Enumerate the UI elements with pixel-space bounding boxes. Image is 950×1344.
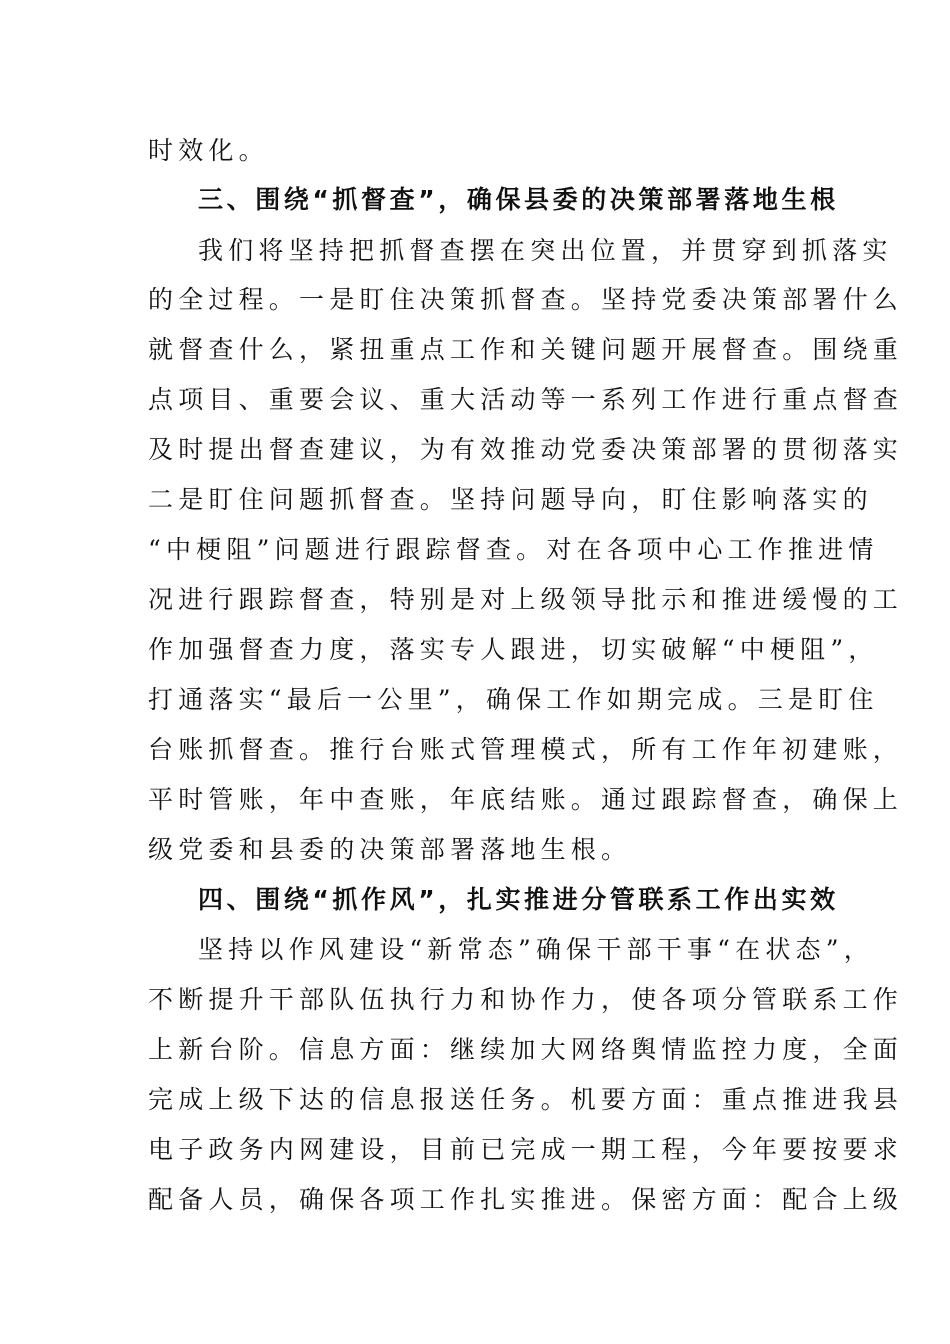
paragraph-line: 况进行跟踪督查，特别是对上级领导批示和推进缓慢的工	[148, 585, 904, 614]
paragraph-line: 电子政务内网建设，目前已完成一期工程，今年要按要求	[148, 1135, 904, 1164]
paragraph-line: 就督查什么，紧扭重点工作和关键问题开展督查。围绕重	[148, 335, 904, 364]
paragraph-line: 打通落实“最后一公里”，确保工作如期完成。三是盯住	[148, 685, 879, 714]
paragraph-line: 上新台阶。信息方面：继续加大网络舆情监控力度，全面	[148, 1035, 904, 1064]
paragraph-line: 我们将坚持把抓督查摆在突出位置，并贯穿到抓落实	[198, 236, 893, 265]
paragraph-line: 配备人员，确保各项工作扎实推进。保密方面：配合上级	[148, 1185, 904, 1214]
paragraph-line: 平时管账，年中查账，年底结账。通过跟踪督查，确保上	[148, 785, 904, 814]
section-heading-4: 四、围绕“抓作风”，扎实推进分管联系工作出实效	[198, 885, 839, 914]
paragraph-line: 坚持以作风建设“新常态”确保干部干事“在状态”，	[198, 935, 874, 964]
paragraph-line: “中梗阻”问题进行跟踪督查。对在各项中心工作推进情	[148, 535, 879, 564]
paragraph-line: 台账抓督查。推行台账式管理模式，所有工作年初建账，	[148, 735, 904, 764]
paragraph-line: 点项目、重要会议、重大活动等一系列工作进行重点督查	[148, 385, 904, 414]
paragraph-line: 时效化。	[148, 136, 269, 165]
paragraph-line: 作加强督查力度，落实专人跟进，切实破解“中梗阻”，	[148, 635, 879, 664]
paragraph-line: 级党委和县委的决策部署落地生根。	[148, 835, 632, 864]
paragraph-line: 及时提出督查建议，为有效推动党委决策部署的贯彻落实	[148, 435, 904, 464]
paragraph-line: 的全过程。一是盯住决策抓督查。坚持党委决策部署什么	[148, 285, 904, 314]
paragraph-line: 完成上级下达的信息报送任务。机要方面：重点推进我县	[148, 1085, 904, 1114]
paragraph-line: 二是盯住问题抓督查。坚持问题导向，盯住影响落实的	[148, 485, 873, 514]
paragraph-line: 不断提升干部队伍执行力和协作力，使各项分管联系工作	[148, 985, 904, 1014]
section-heading-3: 三、围绕“抓督查”，确保县委的决策部署落地生根	[198, 185, 839, 214]
